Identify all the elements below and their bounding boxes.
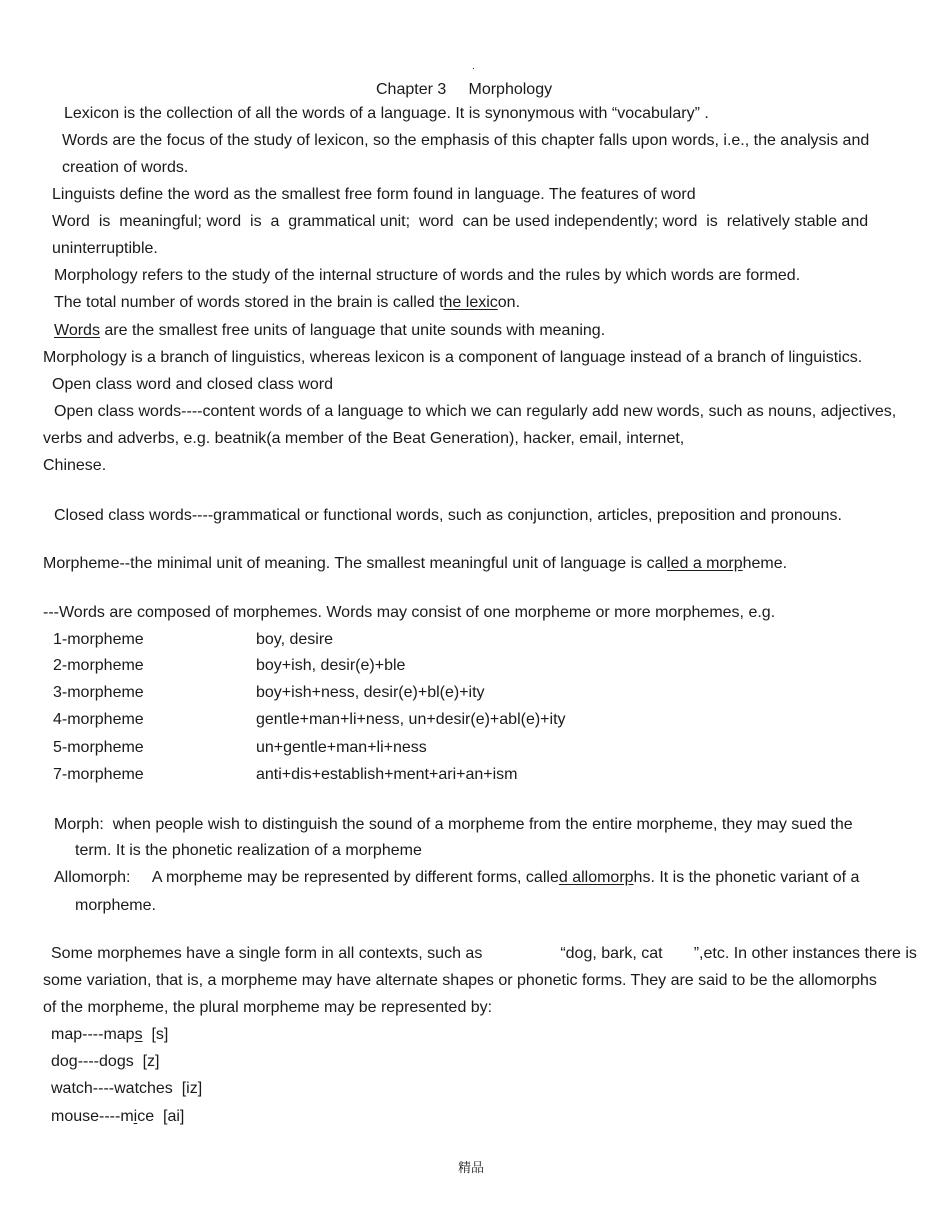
morpheme-count: 7-morpheme <box>53 766 144 783</box>
paragraph-lexicon: Lexicon is the collection of all the words of a language. It is synonymous with “vocabulary” . <box>64 105 709 122</box>
table-row <box>53 739 427 757</box>
table-row <box>53 631 334 649</box>
morpheme-count: 4-morpheme <box>53 711 144 728</box>
paragraph-morphology-definition: Morphology refers to the study of the internal structure of words and the rules by which words are formed. <box>54 267 801 284</box>
table-row <box>53 657 406 675</box>
table-row <box>53 684 485 702</box>
paragraph-open-class-line2: verbs and adverbs, e.g. beatnik(a member of the Beat Generation), hacker, email, internet, <box>43 430 685 447</box>
page-title: Chapter 3 Morphology <box>376 81 553 98</box>
paragraph-word-features-line1: Word is meaningful; word is a grammatical unit; word can be used independently; word is relatively stable and <box>52 213 869 230</box>
paragraph-open-class-line3: Chinese. <box>43 457 107 474</box>
morpheme-example: gentle+man+li+ness, un+desir(e)+abl(e)+ity <box>256 711 566 728</box>
morpheme-example: anti+dis+establish+ment+ari+an+ism <box>256 766 518 783</box>
morpheme-count: 2-morpheme <box>53 657 144 674</box>
morpheme-count: 3-morpheme <box>53 684 144 701</box>
morpheme-example: boy+ish+ness, desir(e)+bl(e)+ity <box>256 684 485 701</box>
list-item: watch----watches [iz] <box>51 1080 203 1097</box>
paragraph-word-features-line2: uninterruptible. <box>52 240 158 257</box>
paragraph-morph-line1: Morph: when people wish to distinguish the sound of a morpheme from the entire morpheme, they may sued the <box>54 816 853 833</box>
paragraph-single-form-line1: Some morphemes have a single form in all contexts, such as “dog, bark, cat ”,etc. In other instances there is <box>51 945 917 962</box>
header-dot: . <box>472 61 475 72</box>
table-row <box>53 766 518 784</box>
paragraph-morph-line2: term. It is the phonetic realization of a morpheme <box>75 842 422 859</box>
paragraph-words-focus-line1: Words are the focus of the study of lexicon, so the emphasis of this chapter falls upon words, i.e., the analysis and <box>62 132 870 149</box>
page-footer: 精品 <box>458 1160 485 1175</box>
list-item: map----maps [s] <box>51 1026 169 1043</box>
morpheme-example: boy+ish, desir(e)+ble <box>256 657 406 674</box>
paragraph-allomorph-line1: Allomorph: A morpheme may be represented by different forms, called allomorphs. It is the phonetic variant of a <box>54 869 860 886</box>
table-row <box>53 711 566 729</box>
morpheme-example: boy, desire <box>256 631 334 648</box>
paragraph-morphology-branch: Morphology is a branch of linguistics, whereas lexicon is a component of language instead of a branch of linguistics. <box>43 349 863 366</box>
list-item: dog----dogs [z] <box>51 1053 160 1070</box>
paragraph-words-composed: ---Words are composed of morphemes. Words may consist of one morpheme or more morphemes, e.g. <box>43 604 776 621</box>
paragraph-morpheme-definition: Morpheme--the minimal unit of meaning. The smallest meaningful unit of language is called a morpheme. <box>43 555 788 572</box>
paragraph-words-units: Words are the smallest free units of language that unite sounds with meaning. <box>54 322 606 339</box>
paragraph-lexicon-total: The total number of words stored in the brain is called the lexicon. <box>54 294 521 311</box>
morpheme-example: un+gentle+man+li+ness <box>256 739 427 756</box>
list-item: mouse----mice [ai] <box>51 1108 185 1125</box>
paragraph-allomorph-line2: morpheme. <box>75 897 156 914</box>
paragraph-single-form-line2: some variation, that is, a morpheme may have alternate shapes or phonetic forms. They are said to be the allomorphs <box>43 972 877 989</box>
paragraph-open-class-line1: Open class words----content words of a language to which we can regularly add new words, such as nouns, adjectives, <box>54 403 897 420</box>
paragraph-word-definition: Linguists define the word as the smallest free form found in language. The features of word <box>52 186 696 203</box>
paragraph-closed-class: Closed class words----grammatical or functional words, such as conjunction, articles, preposition and pronouns. <box>54 507 842 524</box>
morpheme-count: 1-morpheme <box>53 631 144 648</box>
paragraph-words-focus-line2: creation of words. <box>62 159 189 176</box>
heading-open-closed-class: Open class word and closed class word <box>52 376 334 393</box>
morpheme-count: 5-morpheme <box>53 739 144 756</box>
paragraph-single-form-line3: of the morpheme, the plural morpheme may be represented by: <box>43 999 493 1016</box>
